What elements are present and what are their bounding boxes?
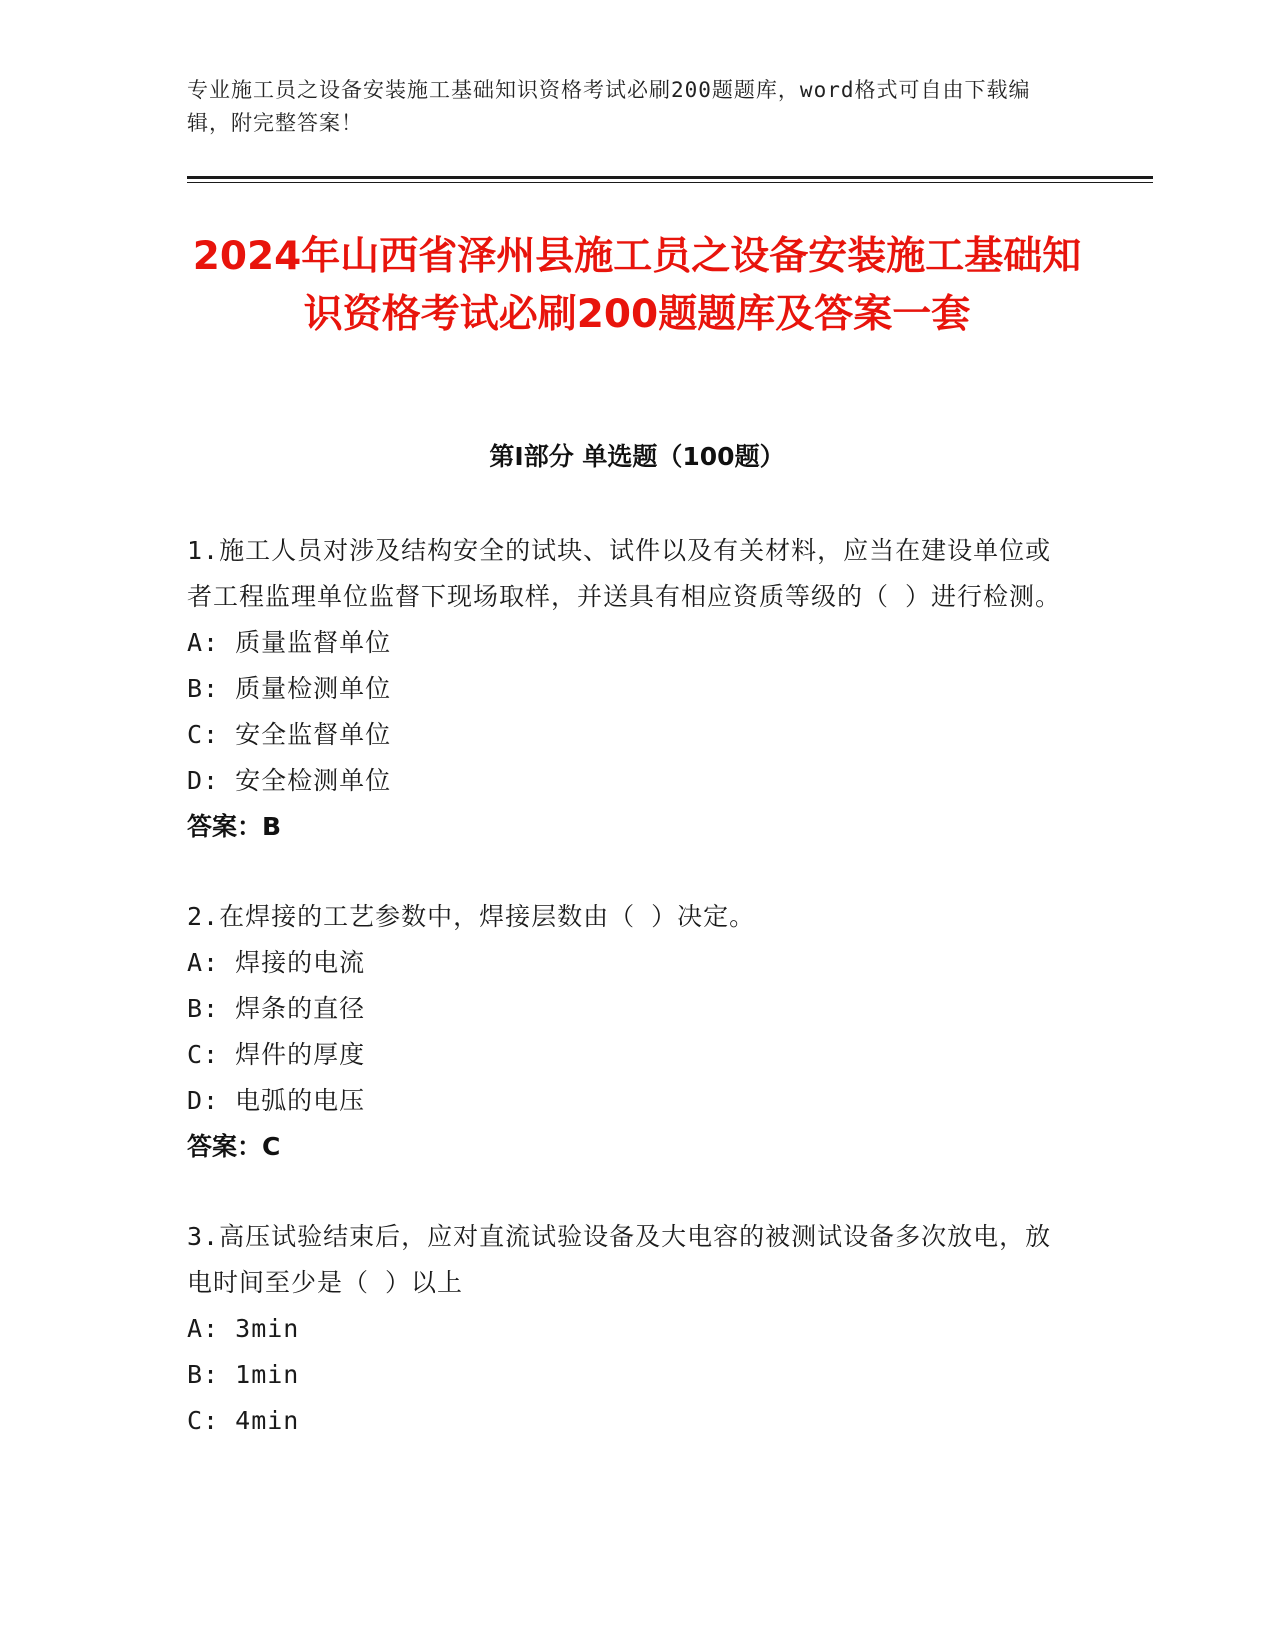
question-3 [187, 1214, 1067, 1444]
option-b: B: 质量检测单位 [187, 674, 392, 703]
option-a: A: 3min [187, 1314, 300, 1343]
question-stem: 1.施工人员对涉及结构安全的试块、试件以及有关材料，应当在建设单位或者工程监理单位监督下现场取样，并送具有相应资质等级的（ ）进行检测。 [187, 536, 1062, 611]
header-note: 专业施工员之设备安装施工基础知识资格考试必刷200题题库，word格式可自由下载编辑，附完整答案！ [187, 78, 1031, 135]
option-c: C: 安全监督单位 [187, 720, 392, 749]
section-heading: 第I部分 单选题（100题） [489, 442, 785, 471]
option-d: D: 安全检测单位 [187, 766, 392, 795]
header-rule-thick [187, 176, 1153, 179]
question-list [187, 528, 1067, 1488]
header-rule-thin [187, 182, 1153, 183]
option-d: D: 电弧的电压 [187, 1086, 366, 1115]
option-b: B: 焊条的直径 [187, 994, 366, 1023]
question-stem: 2.在焊接的工艺参数中，焊接层数由（ ）决定。 [187, 902, 756, 931]
option-c: C: 焊件的厚度 [187, 1040, 366, 1069]
question-2 [187, 894, 1067, 1170]
option-a: A: 质量监督单位 [187, 628, 392, 657]
option-a: A: 焊接的电流 [187, 948, 366, 977]
document-title: 2024年山西省泽州县施工员之设备安装施工基础知识资格考试必刷200题题库及答案一套 [192, 234, 1082, 337]
question-1 [187, 528, 1067, 850]
option-b: B: 1min [187, 1360, 300, 1389]
answer: 答案：C [187, 1132, 281, 1161]
option-c: C: 4min [187, 1406, 300, 1435]
answer: 答案：B [187, 812, 282, 841]
question-stem: 3.高压试验结束后，应对直流试验设备及大电容的被测试设备多次放电，放电时间至少是（ ）以上 [187, 1222, 1052, 1297]
